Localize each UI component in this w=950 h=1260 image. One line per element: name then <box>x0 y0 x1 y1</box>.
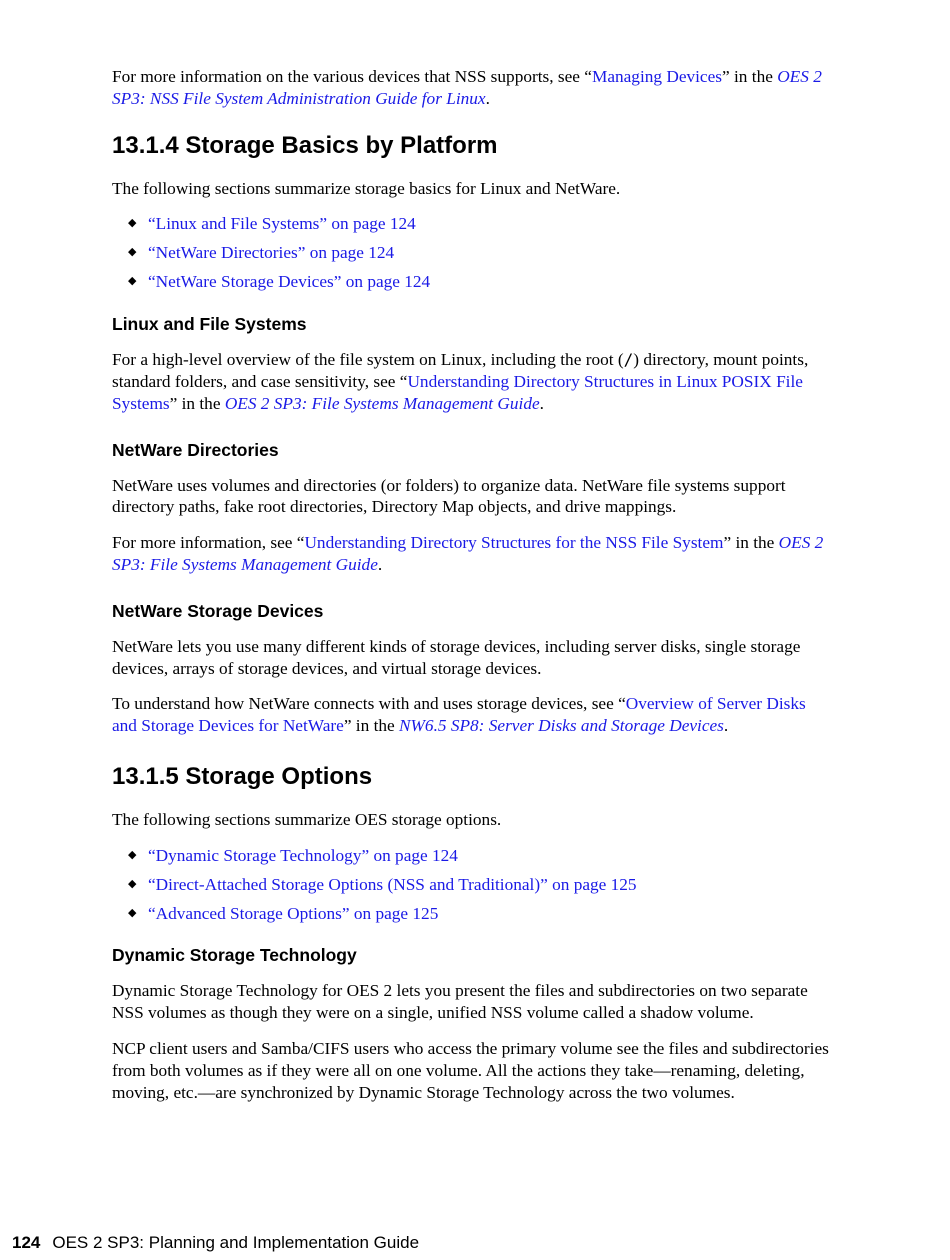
storage-options-intro: The following sections summarize OES storage options. <box>112 809 502 829</box>
link-dynamic-storage-technology[interactable]: “Dynamic Storage Technology” on page 124 <box>148 845 458 865</box>
list-item <box>112 213 832 235</box>
subheading-netware-storage-devices: NetWare Storage Devices <box>112 600 324 621</box>
netware-dirs-paragraph: NetWare uses volumes and directories (or folders) to organize data. NetWare file systems support directory paths, fake root directories, Directory Map objects, and drive mappings. <box>112 475 786 517</box>
nss-admin-guide-link[interactable]: OES 2 SP3: NSS File System Administration Guide for Linux <box>112 67 822 108</box>
list-item <box>112 271 832 293</box>
intro-paragraph: For more information on the various devices that NSS supports, see “Managing Devices” in the OES 2 SP3: NSS File System Administration Guide for Linux. <box>112 67 822 108</box>
page-number: 124 <box>12 1233 41 1252</box>
bullet-icon: ◆ <box>128 246 137 259</box>
link-advanced-storage-options[interactable]: “Advanced Storage Options” on page 125 <box>148 903 439 923</box>
root-path-code: / <box>623 350 634 370</box>
bullet-icon: ◆ <box>128 877 137 890</box>
file-systems-guide-link-2[interactable]: OES 2 SP3: File Systems Management Guide <box>112 533 824 574</box>
nss-directory-structures-link[interactable]: Understanding Directory Structures for the NSS File System <box>304 533 724 553</box>
subheading-netware-directories: NetWare Directories <box>112 439 279 460</box>
linux-posix-structures-link[interactable]: Understanding Directory Structures in Linux POSIX File Systems <box>112 371 803 413</box>
storage-options-link-list <box>112 845 832 925</box>
section-heading-storage-basics: 13.1.4 Storage Basics by Platform <box>112 131 498 159</box>
bullet-icon: ◆ <box>128 906 137 919</box>
server-disks-overview-link[interactable]: Overview of Server Disks and Storage Devices for NetWare <box>112 694 806 736</box>
file-systems-guide-link[interactable]: OES 2 SP3: File Systems Management Guide <box>224 393 540 413</box>
managing-devices-link[interactable]: Managing Devices <box>591 67 723 86</box>
bullet-icon: ◆ <box>128 848 137 861</box>
list-item <box>112 845 832 867</box>
netware-storage-more-info: To understand how NetWare connects with and uses storage devices, see “Overview of Server Disks and Storage Devices for NetWare” in the NW6.5 SP8: Server Disks and Storage Devices. <box>112 694 806 736</box>
dst-paragraph-2: NCP client users and Samba/CIFS users who access the primary volume see the files and subdirectories from both volumes as if they were all on one volume. All the actions they take—renaming, deleting, moving, etc.—are synchronized by Dynamic Storage Technology across the two volumes. <box>112 1039 829 1102</box>
link-linux-file-systems[interactable]: “Linux and File Systems” on page 124 <box>148 214 416 234</box>
list-item <box>112 874 832 896</box>
page-footer <box>12 1232 419 1254</box>
server-disks-guide-link[interactable]: NW6.5 SP8: Server Disks and Storage Devices <box>399 716 724 736</box>
link-netware-directories[interactable]: “NetWare Directories” on page 124 <box>148 243 395 263</box>
subheading-dynamic-storage-technology: Dynamic Storage Technology <box>112 945 357 966</box>
subheading-linux-file-systems: Linux and File Systems <box>112 314 307 335</box>
linux-fs-paragraph: For a high-level overview of the file system on Linux, including the root (/) directory, mount points, standard folders, and case sensitivity, see “Understanding Directory Structures in Linux POSIX File Systems” in the OES 2 SP3: File Systems Management Guide. <box>112 350 809 413</box>
section-heading-storage-options: 13.1.5 Storage Options <box>112 762 373 790</box>
list-item <box>112 903 832 925</box>
list-item <box>112 242 832 264</box>
dst-paragraph-1: Dynamic Storage Technology for OES 2 lets you present the files and subdirectories on two separate NSS volumes as though they were on a single, unified NSS volume called a shadow volume. <box>112 981 808 1023</box>
document-body <box>112 66 832 1103</box>
bullet-icon: ◆ <box>128 275 137 288</box>
storage-basics-intro: The following sections summarize storage basics for Linux and NetWare. <box>112 178 621 198</box>
link-direct-attached-storage[interactable]: “Direct-Attached Storage Options (NSS and Traditional)” on page 125 <box>148 874 637 894</box>
netware-dirs-more-info: For more information, see “Understanding Directory Structures for the NSS File System” in the OES 2 SP3: File Systems Management Guide. <box>112 533 824 574</box>
storage-basics-link-list <box>112 213 832 293</box>
footer-title: OES 2 SP3: Planning and Implementation Guide <box>52 1233 420 1252</box>
bullet-icon: ◆ <box>128 217 137 230</box>
netware-storage-paragraph: NetWare lets you use many different kinds of storage devices, including server disks, single storage devices, arrays of storage devices, and virtual storage devices. <box>112 636 801 678</box>
link-netware-storage-devices[interactable]: “NetWare Storage Devices” on page 124 <box>148 272 431 292</box>
